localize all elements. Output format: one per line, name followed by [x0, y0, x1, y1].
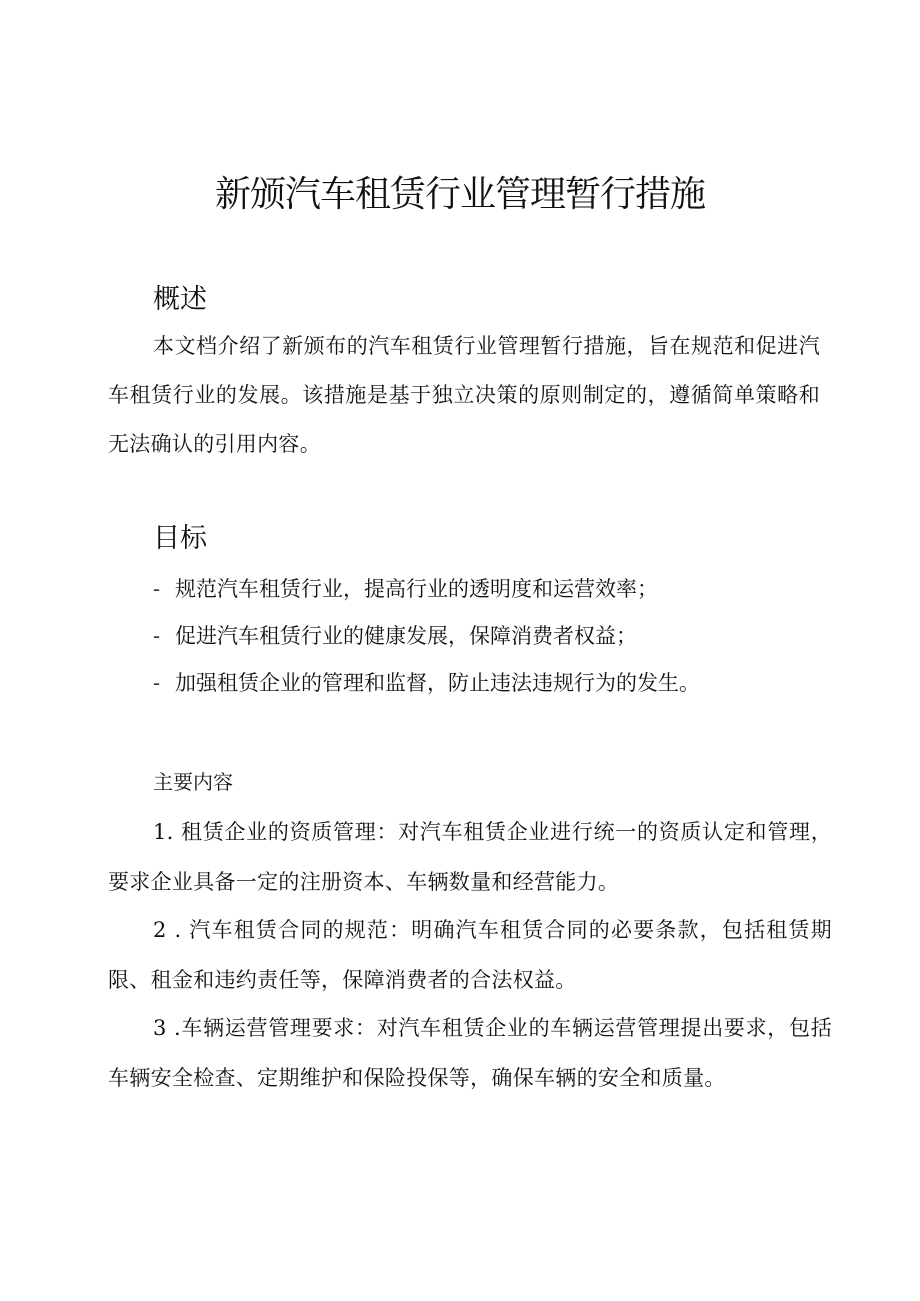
- main-content-item: 2 . 汽车租赁合同的规范：明确汽车租赁合同的必要条款，包括租赁期限、租金和违约责任等，保障消费者的合法权益。: [108, 918, 832, 992]
- bullet-dash: -: [153, 624, 161, 648]
- goal-text: 加强租赁企业的管理和监督，防止违法违规行为的发生。: [175, 671, 700, 695]
- main-content-item: 3 .车辆运营管理要求：对汽车租赁企业的车辆运营管理提出要求，包括车辆安全检查、定期维护和保险投保等，确保车辆的安全和质量。: [108, 1016, 832, 1090]
- list-item: [153, 566, 700, 613]
- bullet-dash: -: [153, 577, 161, 601]
- overview-heading: 概述: [153, 284, 207, 315]
- bullet-dash: -: [153, 671, 161, 695]
- list-item: [153, 613, 700, 660]
- list-item: [153, 660, 700, 707]
- goal-text: 规范汽车租赁行业，提高行业的透明度和运营效率；: [175, 577, 658, 601]
- main-content-heading: 主要内容: [153, 770, 233, 794]
- goal-text: 促进汽车租赁行业的健康发展，保障消费者权益；: [175, 624, 637, 648]
- main-content-item: 1. 租赁企业的资质管理：对汽车租赁企业进行统一的资质认定和管理，要求企业具备一定的注册资本、车辆数量和经营能力。: [108, 820, 832, 894]
- overview-paragraph: 本文档介绍了新颁布的汽车租赁行业管理暂行措施，旨在规范和促进汽车租赁行业的发展。该措施是基于独立决策的原则制定的，遵循简单策略和无法确认的引用内容。: [108, 334, 820, 456]
- goals-list: [153, 566, 700, 707]
- goals-heading: 目标: [153, 523, 207, 554]
- page-title: 新颁汽车租赁行业管理暂行措施: [214, 174, 705, 215]
